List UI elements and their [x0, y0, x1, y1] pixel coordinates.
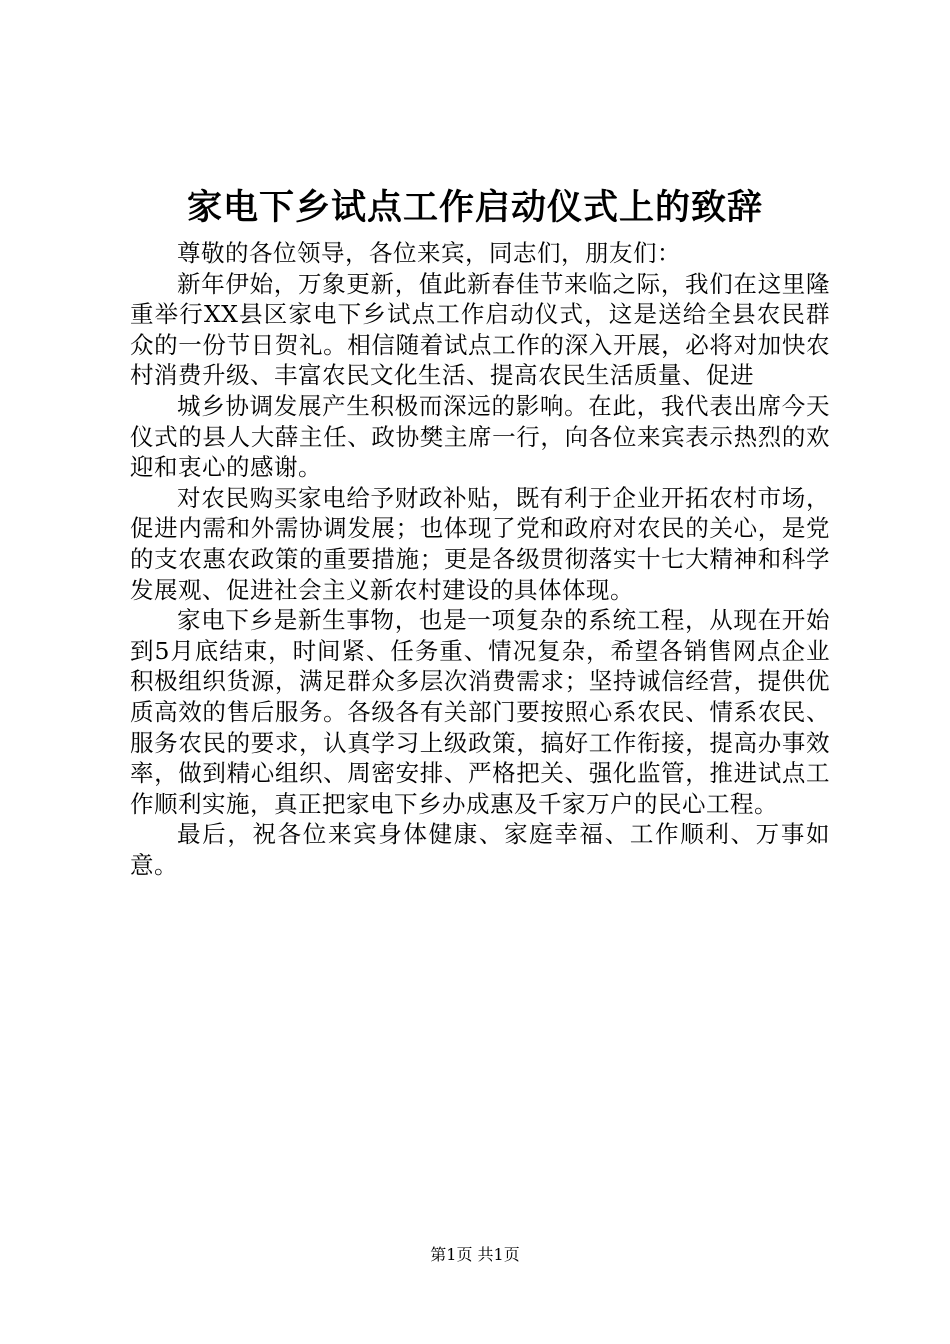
closing-paragraph: 最后，祝各位来宾身体健康、家庭幸福、工作顺利、万事如意。	[130, 820, 830, 879]
document-body	[130, 238, 830, 880]
body-paragraph: 城乡协调发展产生积极而深远的影响。在此，我代表出席今天仪式的县人大薛主任、政协樊主席一行，向各位来宾表示热烈的欢迎和衷心的感谢。	[130, 391, 830, 482]
salutation-paragraph: 尊敬的各位领导，各位来宾，同志们，朋友们：	[177, 239, 681, 267]
page-number-footer: 第1页 共1页	[430, 1245, 520, 1264]
body-paragraph: 家电下乡是新生事物，也是一项复杂的系统工程，从现在开始到5月底结束，时间紧、任务重、情况复杂，希望各销售网点企业积极组织货源，满足群众多层次消费需求；坚持诚信经营，提供优质高效的售后服务。各级各有关部门要按照心系农民、情系农民、服务农民的要求，认真学习上级政策，搞好工作衔接，提高办事效率，做到精心组织、周密安排、严格把关、强化监管，推进试点工作顺利实施，真正把家电下乡办成惠及千家万户的民心工程。	[130, 606, 830, 818]
body-paragraph: 对农民购买家电给予财政补贴，既有利于企业开拓农村市场，促进内需和外需协调发展；也体现了党和政府对农民的关心，是党的支农惠农政策的重要措施；更是各级贯彻落实十七大精神和科学发展观、促进社会主义新农村建设的具体体现。	[130, 483, 830, 604]
body-paragraph: 新年伊始，万象更新，值此新春佳节来临之际，我们在这里隆重举行XX县区家电下乡试点工作启动仪式，这是送给全县农民群众的一份节日贺礼。相信随着试点工作的深入开展，必将对加快农村消费升级、丰富农民文化生活、提高农民生活质量、促进	[130, 269, 830, 390]
document-title: 家电下乡试点工作启动仪式上的致辞	[186, 187, 763, 228]
